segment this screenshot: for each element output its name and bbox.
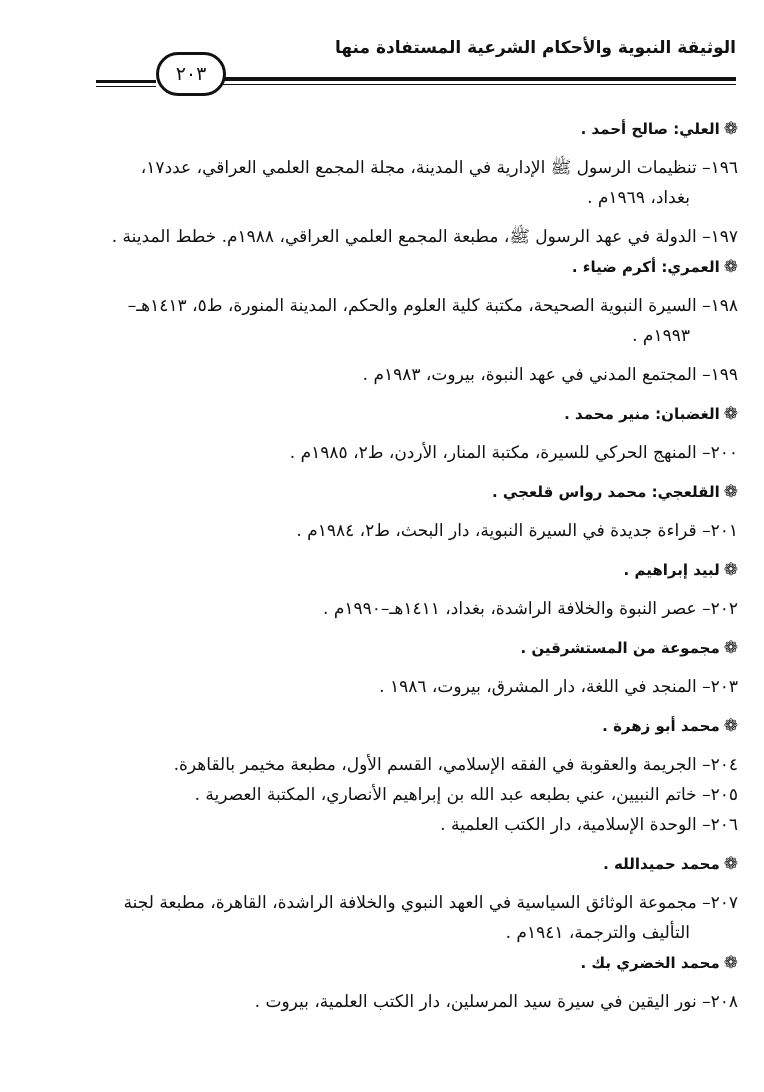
page-number: ٢٠٣ [156,52,226,96]
flower-icon: ❁ [723,854,738,874]
reference-entry: ٢٠٥– خاتم النبيين، عني بطبعه عبد الله بن إبراهيم الأنصاري، المكتبة العصرية . [194,785,738,805]
bibliography-list [92,114,738,1017]
author-heading: ❁محمد أبو زهرة . [602,716,738,736]
reference-entry: ٢٠٢– عصر النبوة والخلافة الراشدة، بغداد، ١٤١١هـ–١٩٩٠م . [323,599,738,619]
flower-icon: ❁ [723,119,738,139]
header-rule-left [96,80,156,83]
reference-entry: ١٩٧– الدولة في عهد الرسول ﷺ، مطبعة المجمع العلمي العراقي، ١٩٨٨م. خطط المدينة . [111,227,738,247]
flower-icon: ❁ [723,716,738,736]
reference-entry: ٢٠٠– المنهج الحركي للسيرة، مكتبة المنار، الأردن، ط٢، ١٩٨٥م . [289,443,738,463]
flower-icon: ❁ [723,257,738,277]
flower-icon: ❁ [723,482,738,502]
reference-entry: ٢٠٤– الجريمة والعقوبة في الفقه الإسلامي، القسم الأول، مطبعة مخيمر بالقاهرة. [173,755,738,775]
reference-entry: ٢٠٨– نور اليقين في سيرة سيد المرسلين، دار الكتب العلمية، بيروت . [254,992,738,1012]
author-heading: ❁مجموعة من المستشرقين . [520,638,738,658]
author-heading: ❁العلي: صالح أحمد . [580,119,738,139]
reference-entry: ٢٠١– قراءة جديدة في السيرة النبوية، دار البحث، ط٢، ١٩٨٤م . [296,521,738,541]
flower-icon: ❁ [723,404,738,424]
flower-icon: ❁ [723,953,738,973]
author-heading: ❁القلعجي: محمد رواس قلعجي . [492,482,738,502]
reference-entry: ٢٠٧– مجموعة الوثائق السياسية في العهد النبوي والخلافة الراشدة، القاهرة، مطبعة لجنة [123,893,738,913]
reference-entry: ١٩٨– السيرة النبوية الصحيحة، مكتبة كلية العلوم والحكم، المدينة المنورة، ط٥، ١٤١٣هـ– [127,296,738,316]
reference-entry-continuation: التأليف والترجمة، ١٩٤١م . [505,923,690,943]
author-heading: ❁الغضبان: منير محمد . [564,404,738,424]
running-title: الوثيقة النبوية والأحكام الشرعية المستفادة منها [334,38,736,58]
reference-entry: ١٩٩– المجتمع المدني في عهد النبوة، بيروت، ١٩٨٣م . [362,365,738,385]
header-rule-left-thin [96,86,156,87]
page-header [96,30,736,102]
reference-entry: ٢٠٦– الوحدة الإسلامية، دار الكتب العلمية . [440,815,738,835]
flower-icon: ❁ [723,638,738,658]
author-heading: ❁محمد حميدالله . [603,854,738,874]
reference-entry-continuation: ١٩٩٣م . [632,326,690,346]
author-heading: ❁العمري: أكرم ضياء . [571,257,738,277]
header-rule [221,77,736,81]
reference-entry: ٢٠٣– المنجد في اللغة، دار المشرق، بيروت، ١٩٨٦ . [379,677,738,697]
header-rule-thin [221,84,736,85]
reference-entry-continuation: بغداد، ١٩٦٩م . [587,188,690,208]
reference-entry: ١٩٦– تنظيمات الرسول ﷺ الإدارية في المدينة، مجلة المجمع العلمي العراقي، عدد١٧، [140,158,738,178]
author-heading: ❁محمد الخضري بك . [580,953,738,973]
author-heading: ❁لبيد إبراهيم . [623,560,738,580]
flower-icon: ❁ [723,560,738,580]
